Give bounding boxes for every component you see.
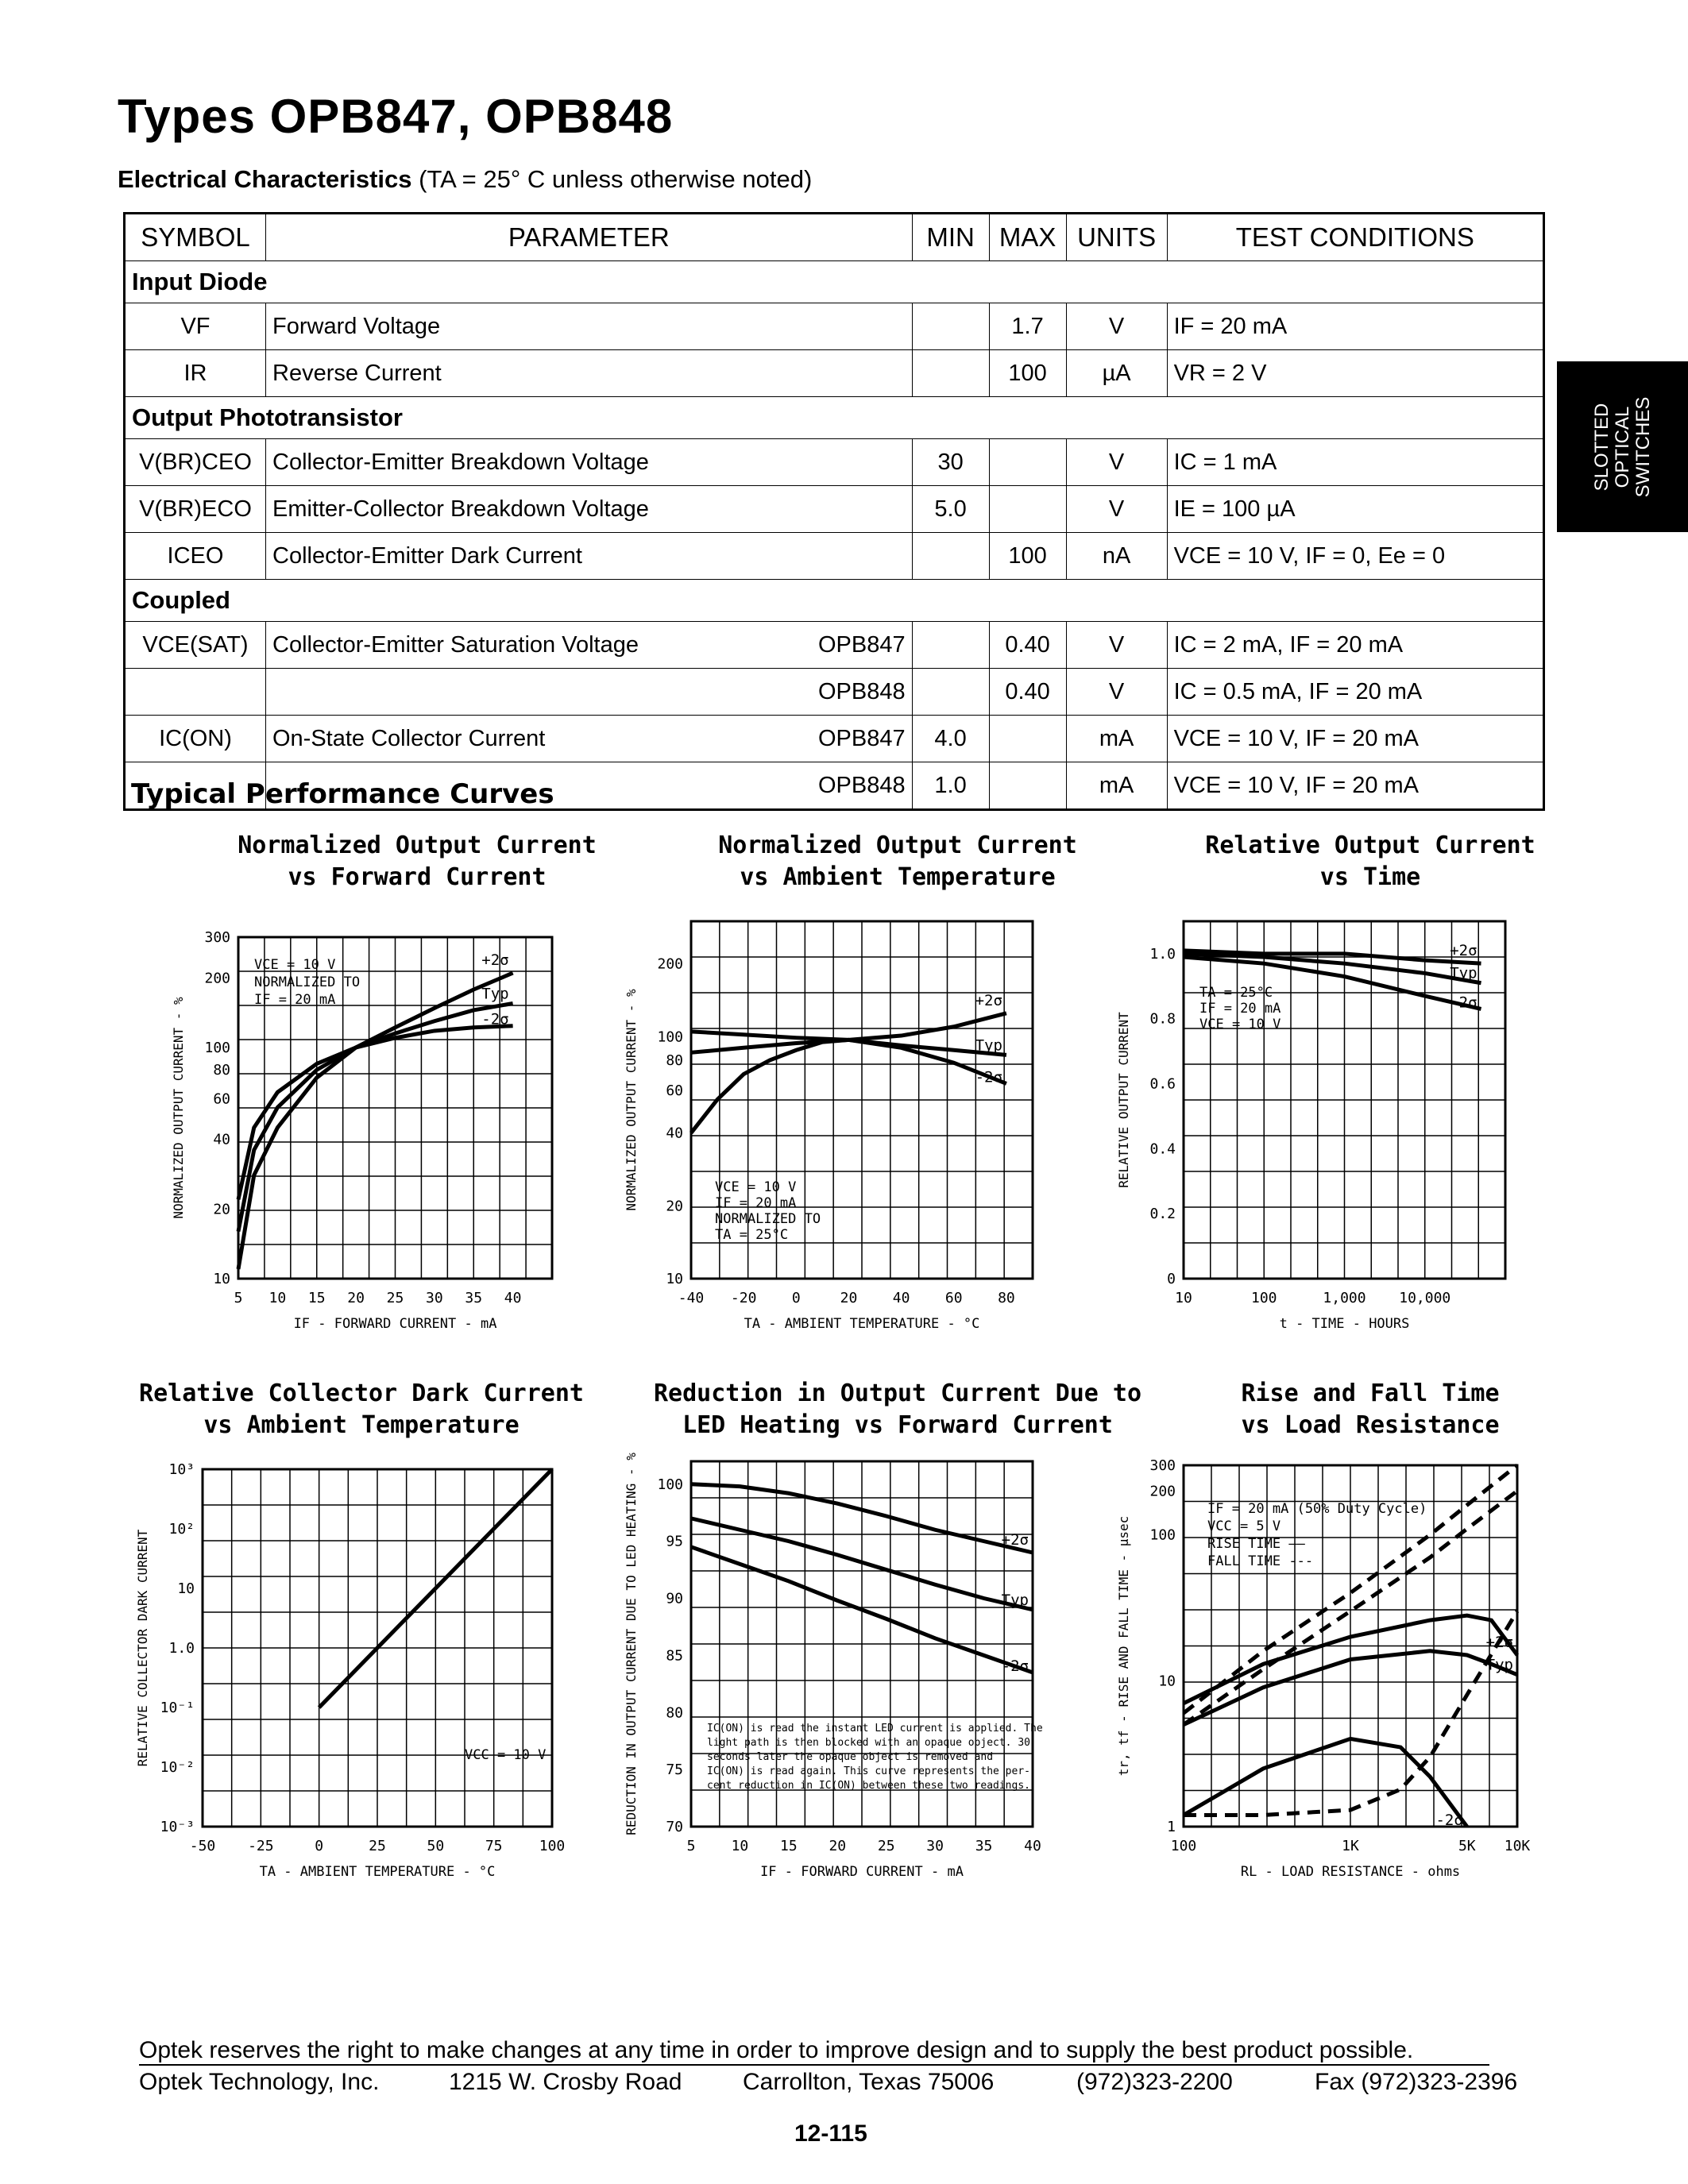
y-tick-label: 95	[666, 1533, 683, 1550]
chart-title-line: vs Forward Current	[288, 863, 547, 891]
y-tick-label: 100	[1149, 1526, 1176, 1544]
cell-max	[989, 486, 1066, 533]
y-tick-label: 0	[1167, 1271, 1176, 1287]
curve-label: -2σ	[1450, 994, 1477, 1012]
table-row	[125, 533, 1544, 580]
chart-annotation: IF = 20 mA	[254, 992, 336, 1008]
chart-annotation: seconds later the opaque object is removed and	[707, 1751, 994, 1763]
cell-max: 100	[989, 350, 1066, 397]
y-tick-label: 10	[1158, 1673, 1176, 1690]
chart-title-line: Relative Collector Dark Current	[139, 1379, 584, 1407]
x-tick-label: 10K	[1504, 1838, 1531, 1854]
x-tick-label: 5K	[1458, 1838, 1476, 1854]
cell-min: 30	[912, 439, 989, 486]
x-tick-label: 0	[791, 1290, 801, 1306]
cell-max	[989, 762, 1066, 810]
y-tick-label: 40	[213, 1131, 230, 1148]
chart-5	[596, 1445, 1064, 1906]
header-units: UNITS	[1066, 214, 1167, 261]
footer-notice: Optek reserves the right to make changes at any time in order to improve design and to supply the best product possible.	[139, 2037, 1489, 2066]
header-parameter: PARAMETER	[266, 214, 913, 261]
chart-title	[99, 1378, 624, 1441]
cell-part: OPB847	[780, 622, 913, 669]
chart-title	[1108, 1378, 1632, 1441]
chart-annotation: VCE = 10 V	[715, 1179, 797, 1195]
table-row	[125, 669, 1544, 716]
chart-title	[635, 1378, 1160, 1441]
curve-label: Typ	[975, 1036, 1002, 1055]
chart-annotation: IC(ON) is read again. This curve represents the per-	[707, 1765, 1030, 1777]
electrical-characteristics-table	[123, 212, 1545, 811]
y-tick-label: 100	[657, 1476, 683, 1493]
chart-annotation: FALL TIME ---	[1207, 1553, 1314, 1569]
chart-annotation: light path is then blocked with an opaque object. 30	[707, 1737, 1030, 1749]
table-row	[125, 303, 1544, 350]
cell-units: V	[1066, 303, 1167, 350]
x-tick-label: 5	[686, 1838, 696, 1854]
y-tick-label: 70	[666, 1819, 683, 1835]
table-row	[125, 350, 1544, 397]
table-row	[125, 486, 1544, 533]
chart-title-line: vs Load Resistance	[1241, 1411, 1500, 1439]
footer-phone: (972)323-2200	[1076, 2069, 1233, 2095]
table-row	[125, 716, 1544, 762]
chart-title-line: Rise and Fall Time	[1241, 1379, 1500, 1407]
x-tick-label: 60	[944, 1290, 963, 1306]
y-axis-label: tr, tf - RISE AND FALL TIME - µsec	[1116, 1515, 1131, 1777]
x-tick-label: 10	[268, 1290, 287, 1306]
chart-annotation: IF = 20 mA	[1199, 1001, 1281, 1017]
y-tick-label: 0.8	[1149, 1010, 1176, 1028]
footer-address: 1215 W. Crosby Road	[449, 2069, 682, 2095]
x-tick-label: 100	[1250, 1290, 1277, 1306]
cell-test-conditions: IF = 20 mA	[1167, 303, 1543, 350]
y-axis-label: NORMALIZED OUTPUT CURRENT - %	[171, 997, 186, 1219]
y-tick-label: 200	[657, 955, 683, 973]
y-tick-label: 20	[666, 1198, 683, 1215]
x-tick-label: 1,000	[1323, 1290, 1366, 1306]
y-tick-label: 10³	[168, 1461, 195, 1478]
x-axis-label: t - TIME - HOURS	[1279, 1316, 1410, 1332]
footer-fax: Fax (972)323-2396	[1315, 2069, 1518, 2095]
cell-symbol: VF	[125, 303, 266, 350]
chart-annotation: VCC = 5 V	[1207, 1518, 1281, 1534]
x-tick-label: 25	[877, 1838, 895, 1854]
curve-label: +2σ	[1001, 1531, 1029, 1549]
section-row	[125, 261, 1544, 303]
curve-label: -2σ	[481, 1010, 509, 1028]
table-caption-bold: Electrical Characteristics	[118, 165, 412, 193]
header-min: MIN	[912, 214, 989, 261]
chart-title-line: vs Time	[1319, 863, 1421, 891]
cell-part: OPB847	[780, 716, 913, 762]
x-tick-label: 15	[780, 1838, 798, 1854]
chart-annotation: TA = 25°C	[715, 1227, 789, 1243]
page-number: 12-115	[794, 2120, 867, 2147]
cell-parameter: Forward Voltage	[266, 303, 780, 350]
cell-part	[780, 486, 913, 533]
cell-parameter: On-State Collector Current	[266, 716, 780, 762]
y-tick-label: 20	[213, 1201, 230, 1218]
y-tick-label: 0.4	[1149, 1140, 1176, 1158]
chart-annotation: VCE = 10 V	[1199, 1017, 1281, 1032]
cell-units: mA	[1066, 716, 1167, 762]
chart-title	[635, 830, 1160, 893]
curve-label: +2σ	[975, 991, 1002, 1009]
x-tick-label: 25	[386, 1290, 404, 1306]
cell-units: V	[1066, 486, 1167, 533]
cell-parameter: Emitter-Collector Breakdown Voltage	[266, 486, 780, 533]
y-tick-label: 10⁻²	[160, 1759, 195, 1776]
x-tick-label: -20	[730, 1290, 757, 1306]
y-tick-label: 10	[213, 1271, 230, 1287]
y-tick-label: 200	[1149, 1483, 1176, 1500]
x-tick-label: 20	[840, 1290, 858, 1306]
curve-label: -2σ	[1435, 1812, 1463, 1829]
chart-title	[1108, 830, 1632, 893]
y-tick-label: 100	[204, 1039, 230, 1056]
table-row	[125, 622, 1544, 669]
y-tick-label: 300	[1149, 1457, 1176, 1474]
cell-symbol: VCE(SAT)	[125, 622, 266, 669]
x-axis-label: RL - LOAD RESISTANCE - ohms	[1240, 1864, 1461, 1880]
x-tick-label: 20	[347, 1290, 365, 1306]
y-tick-label: 200	[204, 970, 230, 987]
x-tick-label: 0	[315, 1838, 324, 1854]
series-line-1	[691, 1032, 1006, 1055]
y-tick-label: 10	[666, 1271, 683, 1287]
chart-title-line: LED Heating vs Forward Current	[682, 1411, 1113, 1439]
cell-min	[912, 669, 989, 716]
cell-symbol: IC(ON)	[125, 716, 266, 762]
x-tick-label: 40	[504, 1290, 522, 1306]
chart-title-line: Normalized Output Current	[718, 832, 1077, 859]
y-tick-label: 0.2	[1149, 1206, 1176, 1223]
chart-title-line: vs Ambient Temperature	[740, 863, 1056, 891]
y-tick-label: 80	[666, 1704, 683, 1722]
y-axis-label: NORMALIZED OUTPUT CURRENT - %	[624, 989, 639, 1211]
cell-part	[780, 350, 913, 397]
cell-max: 0.40	[989, 622, 1066, 669]
y-tick-label: 80	[213, 1062, 230, 1079]
y-tick-label: 10²	[168, 1521, 195, 1538]
curve-label: Typ	[1450, 964, 1477, 982]
x-tick-label: 30	[926, 1838, 944, 1854]
y-tick-label: 10	[177, 1580, 195, 1597]
table-header-row	[125, 214, 1544, 261]
cell-max: 1.7	[989, 303, 1066, 350]
y-axis-label: RELATIVE OUTPUT CURRENT	[1116, 1012, 1131, 1188]
x-tick-label: 50	[427, 1838, 445, 1854]
cell-symbol: ICEO	[125, 533, 266, 580]
x-tick-label: 10	[731, 1838, 749, 1854]
chart-title-line: Reduction in Output Current Due to	[653, 1379, 1142, 1407]
curve-label: +2σ	[1485, 1633, 1513, 1651]
y-tick-label: 100	[657, 1028, 683, 1046]
cell-parameter: Reverse Current	[266, 350, 780, 397]
cell-symbol: V(BR)ECO	[125, 486, 266, 533]
chart-title-line: Relative Output Current	[1205, 832, 1535, 859]
y-tick-label: 40	[666, 1125, 683, 1142]
y-tick-label: 90	[666, 1590, 683, 1607]
chart-annotation: TA = 25°C	[1199, 985, 1273, 1001]
curve-label: +2σ	[1450, 942, 1477, 960]
cell-test-conditions: IC = 0.5 mA, IF = 20 mA	[1167, 669, 1543, 716]
x-tick-label: 35	[975, 1838, 993, 1854]
cell-test-conditions: IE = 100 µA	[1167, 486, 1543, 533]
x-tick-label: 25	[369, 1838, 386, 1854]
cell-units: V	[1066, 622, 1167, 669]
cell-symbol: IR	[125, 350, 266, 397]
x-tick-label: 30	[426, 1290, 443, 1306]
y-tick-label: 80	[666, 1051, 683, 1069]
y-tick-label: 60	[666, 1082, 683, 1099]
section-name: Output Phototransistor	[125, 397, 1544, 439]
chart-6	[1088, 1449, 1549, 1906]
chart-1	[143, 921, 584, 1358]
x-tick-label: 10,000	[1399, 1290, 1451, 1306]
cell-part	[780, 533, 913, 580]
x-tick-label: 35	[465, 1290, 483, 1306]
chart-2	[596, 905, 1064, 1358]
cell-symbol	[125, 669, 266, 716]
cell-test-conditions: IC = 1 mA	[1167, 439, 1543, 486]
curve-label: Typ	[1001, 1591, 1029, 1609]
cell-test-conditions: VCE = 10 V, IF = 20 mA	[1167, 716, 1543, 762]
y-tick-label: 60	[213, 1090, 230, 1108]
section-name: Input Diode	[125, 261, 1544, 303]
x-tick-label: -50	[189, 1838, 216, 1854]
table-caption-conditions: (TA = 25° C unless otherwise noted)	[419, 165, 813, 193]
x-tick-label: 10	[1175, 1290, 1192, 1306]
x-tick-label: 100	[539, 1838, 566, 1854]
chart-title-line: vs Ambient Temperature	[203, 1411, 520, 1439]
table-caption	[118, 165, 812, 194]
side-tab-label: SLOTTED OPTICAL SWITCHES	[1590, 396, 1654, 497]
cell-part: OPB848	[780, 762, 913, 810]
x-axis-label: TA - AMBIENT TEMPERATURE - °C	[259, 1864, 496, 1880]
cell-max: 0.40	[989, 669, 1066, 716]
header-test-conditions: TEST CONDITIONS	[1167, 214, 1543, 261]
cell-part	[780, 439, 913, 486]
cell-test-conditions: IC = 2 mA, IF = 20 mA	[1167, 622, 1543, 669]
section-name: Coupled	[125, 580, 1544, 622]
cell-parameter: Collector-Emitter Dark Current	[266, 533, 780, 580]
curve-label: -2σ	[1001, 1657, 1029, 1675]
cell-min: 5.0	[912, 486, 989, 533]
cell-parameter: Collector-Emitter Saturation Voltage	[266, 622, 780, 669]
chart-annotation: VCC = 10 V	[465, 1747, 547, 1763]
y-axis-label: RELATIVE COLLECTOR DARK CURRENT	[135, 1529, 150, 1767]
y-axis-label: REDUCTION IN OUTPUT CURRENT DUE TO LED HEATING - %	[624, 1453, 639, 1835]
x-tick-label: -25	[248, 1838, 274, 1854]
cell-units: nA	[1066, 533, 1167, 580]
cell-symbol: V(BR)CEO	[125, 439, 266, 486]
cell-min	[912, 303, 989, 350]
table-row	[125, 439, 1544, 486]
page-title: Types OPB847, OPB848	[118, 90, 674, 143]
chart-annotation: RISE TIME ——	[1207, 1536, 1305, 1552]
curve-label: +2σ	[481, 951, 509, 970]
chart-annotation: cent reduction in IC(ON) between these two readings.	[707, 1780, 1030, 1792]
chart-annotation: IF = 20 mA (50% Duty Cycle)	[1207, 1501, 1427, 1517]
cell-min: 1.0	[912, 762, 989, 810]
chart-title	[155, 830, 679, 893]
cell-max: 100	[989, 533, 1066, 580]
cell-part	[780, 303, 913, 350]
cell-test-conditions: VCE = 10 V, IF = 20 mA	[1167, 762, 1543, 810]
cell-units: mA	[1066, 762, 1167, 810]
header-symbol: SYMBOL	[125, 214, 266, 261]
x-tick-label: 75	[485, 1838, 503, 1854]
section-row	[125, 580, 1544, 622]
cell-units: V	[1066, 439, 1167, 486]
x-axis-label: IF - FORWARD CURRENT - mA	[760, 1864, 964, 1880]
series-line-1	[1184, 954, 1481, 983]
footer-city: Carrollton, Texas 75006	[743, 2069, 995, 2095]
cell-max	[989, 716, 1066, 762]
x-tick-label: 40	[1024, 1838, 1041, 1854]
curve-label: Typ	[1485, 1656, 1513, 1674]
series-line-2	[691, 1040, 1006, 1133]
y-tick-label: 300	[204, 929, 230, 946]
chart-annotation: NORMALIZED TO	[715, 1211, 821, 1227]
x-tick-label: 80	[998, 1290, 1015, 1306]
chart-3	[1088, 905, 1537, 1358]
x-tick-label: 100	[1170, 1838, 1197, 1854]
y-tick-label: 1	[1167, 1819, 1176, 1835]
y-tick-label: 10⁻¹	[160, 1700, 195, 1716]
chart-annotation: NORMALIZED TO	[254, 974, 361, 990]
curve-label: Typ	[481, 985, 509, 1003]
section-title: Typical Performance Curves	[131, 778, 554, 810]
x-tick-label: 15	[307, 1290, 326, 1306]
chart-title-line: Normalized Output Current	[238, 832, 597, 859]
series-line-2	[238, 1026, 513, 1269]
x-tick-label: 20	[829, 1838, 847, 1854]
cell-test-conditions: VCE = 10 V, IF = 0, Ee = 0	[1167, 533, 1543, 580]
cell-part: OPB848	[780, 669, 913, 716]
cell-min	[912, 350, 989, 397]
cell-parameter	[266, 669, 780, 716]
y-tick-label: 75	[666, 1761, 683, 1779]
footer-company: Optek Technology, Inc.	[139, 2069, 380, 2095]
x-tick-label: 5	[234, 1290, 243, 1306]
header-max: MAX	[989, 214, 1066, 261]
cell-test-conditions: VR = 2 V	[1167, 350, 1543, 397]
cell-parameter: Collector-Emitter Breakdown Voltage	[266, 439, 780, 486]
section-row	[125, 397, 1544, 439]
y-tick-label: 1.0	[1149, 945, 1176, 963]
curve-label: -2σ	[975, 1068, 1002, 1086]
cell-units: µA	[1066, 350, 1167, 397]
chart-4	[107, 1453, 584, 1906]
cell-min: 4.0	[912, 716, 989, 762]
cell-min	[912, 622, 989, 669]
y-tick-label: 85	[666, 1647, 683, 1665]
side-tab	[1557, 361, 1688, 532]
cell-units: V	[1066, 669, 1167, 716]
x-tick-label: 1K	[1342, 1838, 1359, 1854]
y-tick-label: 0.6	[1149, 1075, 1176, 1093]
chart-annotation: VCE = 10 V	[254, 957, 336, 973]
x-tick-label: -40	[678, 1290, 705, 1306]
cell-max	[989, 439, 1066, 486]
x-tick-label: 40	[892, 1290, 910, 1306]
cell-min	[912, 533, 989, 580]
chart-annotation: IF = 20 mA	[715, 1195, 797, 1211]
x-axis-label: IF - FORWARD CURRENT - mA	[293, 1316, 497, 1332]
y-tick-label: 1.0	[168, 1640, 195, 1657]
x-axis-label: TA - AMBIENT TEMPERATURE - °C	[744, 1316, 980, 1332]
y-tick-label: 10⁻³	[160, 1819, 195, 1835]
chart-annotation: IC(ON) is read the instant LED current is applied. The	[707, 1723, 1043, 1734]
